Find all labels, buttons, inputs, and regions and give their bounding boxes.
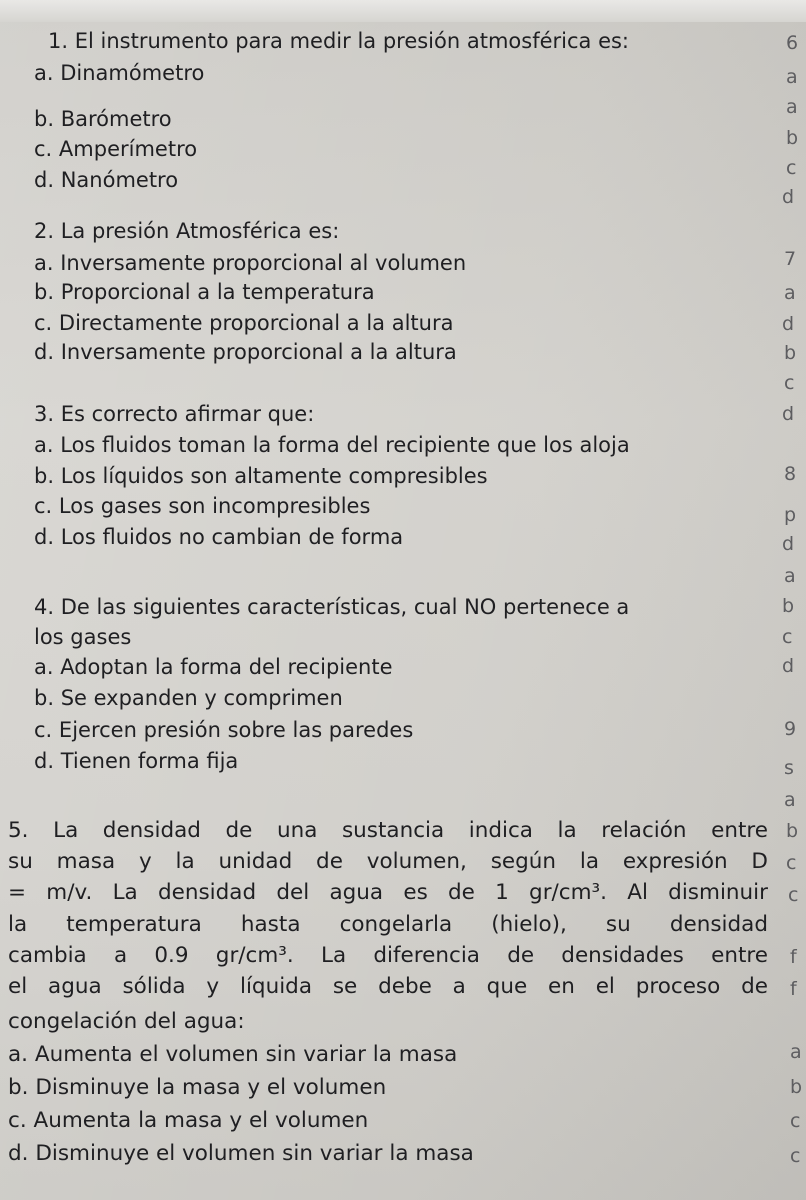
option-letter: c. bbox=[8, 1108, 27, 1133]
question-number: 2. bbox=[34, 219, 55, 243]
option-letter: d. bbox=[34, 525, 55, 549]
q2-option-b bbox=[34, 280, 375, 304]
option-letter: a. bbox=[34, 433, 54, 457]
margin-mark: b bbox=[786, 820, 799, 842]
q2-option-d bbox=[34, 340, 457, 364]
option-text: Disminuye la masa y el volumen bbox=[35, 1075, 387, 1100]
question-number: 5. bbox=[8, 818, 29, 843]
margin-mark: c bbox=[788, 884, 799, 906]
margin-mark: d bbox=[782, 533, 795, 555]
question-5-line-2 bbox=[8, 850, 768, 874]
option-letter: b. bbox=[34, 686, 55, 710]
q1-option-d bbox=[34, 168, 178, 192]
option-letter: d. bbox=[34, 749, 55, 773]
margin-mark: d bbox=[782, 403, 795, 425]
question-4-stem bbox=[34, 595, 629, 619]
q4-option-d bbox=[34, 749, 238, 773]
stem-line: el agua sólida y líquida se debe a que en el proceso de bbox=[8, 974, 768, 999]
margin-mark: c bbox=[782, 626, 793, 648]
margin-mark: b bbox=[782, 595, 795, 617]
q3-option-d bbox=[34, 525, 403, 549]
stem-line: = m/v. La densidad del agua es de 1 gr/cm³. Al disminuir bbox=[8, 880, 768, 905]
option-letter: b. bbox=[34, 464, 55, 488]
margin-mark: c bbox=[784, 372, 795, 394]
option-letter: b. bbox=[8, 1075, 29, 1100]
margin-mark: s bbox=[784, 757, 794, 779]
q2-option-c bbox=[34, 311, 453, 335]
stem-line: su masa y la unidad de volumen, según la expresión D bbox=[8, 849, 768, 874]
q1-option-c bbox=[34, 137, 197, 161]
margin-mark: d bbox=[782, 313, 795, 335]
margin-mark: a bbox=[784, 789, 796, 811]
question-number: 3. bbox=[34, 402, 55, 426]
option-letter: b. bbox=[34, 107, 55, 131]
option-text: Los líquidos son altamente compresibles bbox=[60, 464, 488, 488]
option-text: Aumenta la masa y el volumen bbox=[33, 1108, 369, 1133]
margin-mark: 7 bbox=[784, 248, 797, 270]
option-text: Adoptan la forma del recipiente bbox=[60, 655, 393, 679]
question-2-stem bbox=[34, 219, 339, 243]
question-1-stem bbox=[48, 29, 629, 53]
option-letter: c. bbox=[34, 311, 53, 335]
margin-mark: 6 bbox=[786, 32, 799, 54]
q5-option-d bbox=[8, 1142, 474, 1166]
option-text: Disminuye el volumen sin variar la masa bbox=[35, 1141, 474, 1166]
margin-mark: b bbox=[786, 127, 799, 149]
margin-mark: b bbox=[790, 1076, 803, 1098]
margin-mark: 8 bbox=[784, 463, 797, 485]
margin-mark: d bbox=[782, 655, 795, 677]
question-text: Es correcto afirmar que: bbox=[60, 402, 315, 426]
option-letter: a. bbox=[8, 1042, 29, 1067]
question-5-line-5 bbox=[8, 944, 768, 968]
margin-mark: c bbox=[790, 1110, 801, 1132]
option-text: Tienen forma fija bbox=[60, 749, 239, 773]
question-4-stem-cont: los gases bbox=[34, 625, 132, 649]
q2-option-a bbox=[34, 251, 466, 275]
q3-option-c bbox=[34, 494, 370, 518]
option-text: Los fluidos no cambian de forma bbox=[60, 525, 404, 549]
option-letter: a. bbox=[34, 655, 54, 679]
q3-option-b bbox=[34, 464, 488, 488]
option-text: Nanómetro bbox=[60, 168, 179, 192]
margin-mark: d bbox=[782, 186, 795, 208]
option-text: Dinamómetro bbox=[60, 61, 205, 85]
margin-mark: f bbox=[790, 946, 797, 968]
option-text: Proporcional a la temperatura bbox=[60, 280, 375, 304]
margin-mark: a bbox=[786, 66, 798, 88]
stem-line: cambia a 0.9 gr/cm³. La diferencia de densidades entre bbox=[8, 943, 768, 968]
q1-option-b bbox=[34, 107, 172, 131]
option-text: Amperímetro bbox=[58, 137, 198, 161]
q5-option-a bbox=[8, 1043, 457, 1067]
question-text: La presión Atmosférica es: bbox=[60, 219, 340, 243]
q4-option-a bbox=[34, 655, 393, 679]
q1-option-a bbox=[34, 61, 204, 85]
question-number: 1. bbox=[48, 29, 69, 53]
option-letter: b. bbox=[34, 280, 55, 304]
question-3-stem bbox=[34, 402, 314, 426]
option-text: Inversamente proporcional al volumen bbox=[60, 251, 467, 275]
margin-mark: 9 bbox=[784, 718, 797, 740]
question-5-line-3 bbox=[8, 881, 768, 905]
question-5-stem bbox=[8, 819, 768, 843]
option-letter: d. bbox=[8, 1141, 29, 1166]
q4-option-c bbox=[34, 718, 413, 742]
margin-mark: a bbox=[790, 1041, 802, 1063]
option-text: Aumenta el volumen sin variar la masa bbox=[34, 1042, 458, 1067]
margin-mark: p bbox=[784, 504, 797, 526]
option-text: Barómetro bbox=[60, 107, 172, 131]
question-text: La densidad de una sustancia indica la relación entre bbox=[53, 818, 768, 843]
question-5-line-6 bbox=[8, 975, 768, 999]
option-letter: a. bbox=[34, 61, 54, 85]
option-text: Ejercen presión sobre las paredes bbox=[58, 718, 414, 742]
margin-mark: b bbox=[784, 342, 797, 364]
margin-mark: c bbox=[786, 157, 797, 179]
stem-line: la temperatura hasta congelarla (hielo), su densidad bbox=[8, 912, 768, 937]
margin-mark: a bbox=[784, 282, 796, 304]
question-5-line-7: congelación del agua: bbox=[8, 1009, 245, 1034]
margin-mark: c bbox=[790, 1145, 801, 1167]
option-text: Se expanden y comprimen bbox=[60, 686, 343, 710]
option-letter: a. bbox=[34, 251, 54, 275]
q5-option-c bbox=[8, 1109, 368, 1133]
option-letter: d. bbox=[34, 340, 55, 364]
q3-option-a bbox=[34, 433, 630, 457]
question-number: 4. bbox=[34, 595, 55, 619]
q5-option-b bbox=[8, 1076, 386, 1100]
margin-mark: f bbox=[790, 978, 797, 1000]
option-letter: d. bbox=[34, 168, 55, 192]
margin-mark: a bbox=[784, 565, 796, 587]
option-letter: c. bbox=[34, 137, 53, 161]
option-text: Directamente proporcional a la altura bbox=[58, 311, 454, 335]
option-text: Inversamente proporcional a la altura bbox=[60, 340, 457, 364]
q4-option-b bbox=[34, 686, 343, 710]
option-text: Los fluidos toman la forma del recipiente que los aloja bbox=[60, 433, 630, 457]
page-top-edge bbox=[0, 0, 806, 22]
question-text: De las siguientes características, cual NO pertenece a bbox=[60, 595, 630, 619]
question-5-line-4 bbox=[8, 913, 768, 937]
margin-mark: c bbox=[786, 852, 797, 874]
question-text: El instrumento para medir la presión atmosférica es: bbox=[74, 29, 630, 53]
option-letter: c. bbox=[34, 494, 53, 518]
option-text: Los gases son incompresibles bbox=[58, 494, 371, 518]
option-letter: c. bbox=[34, 718, 53, 742]
margin-mark: a bbox=[786, 96, 798, 118]
